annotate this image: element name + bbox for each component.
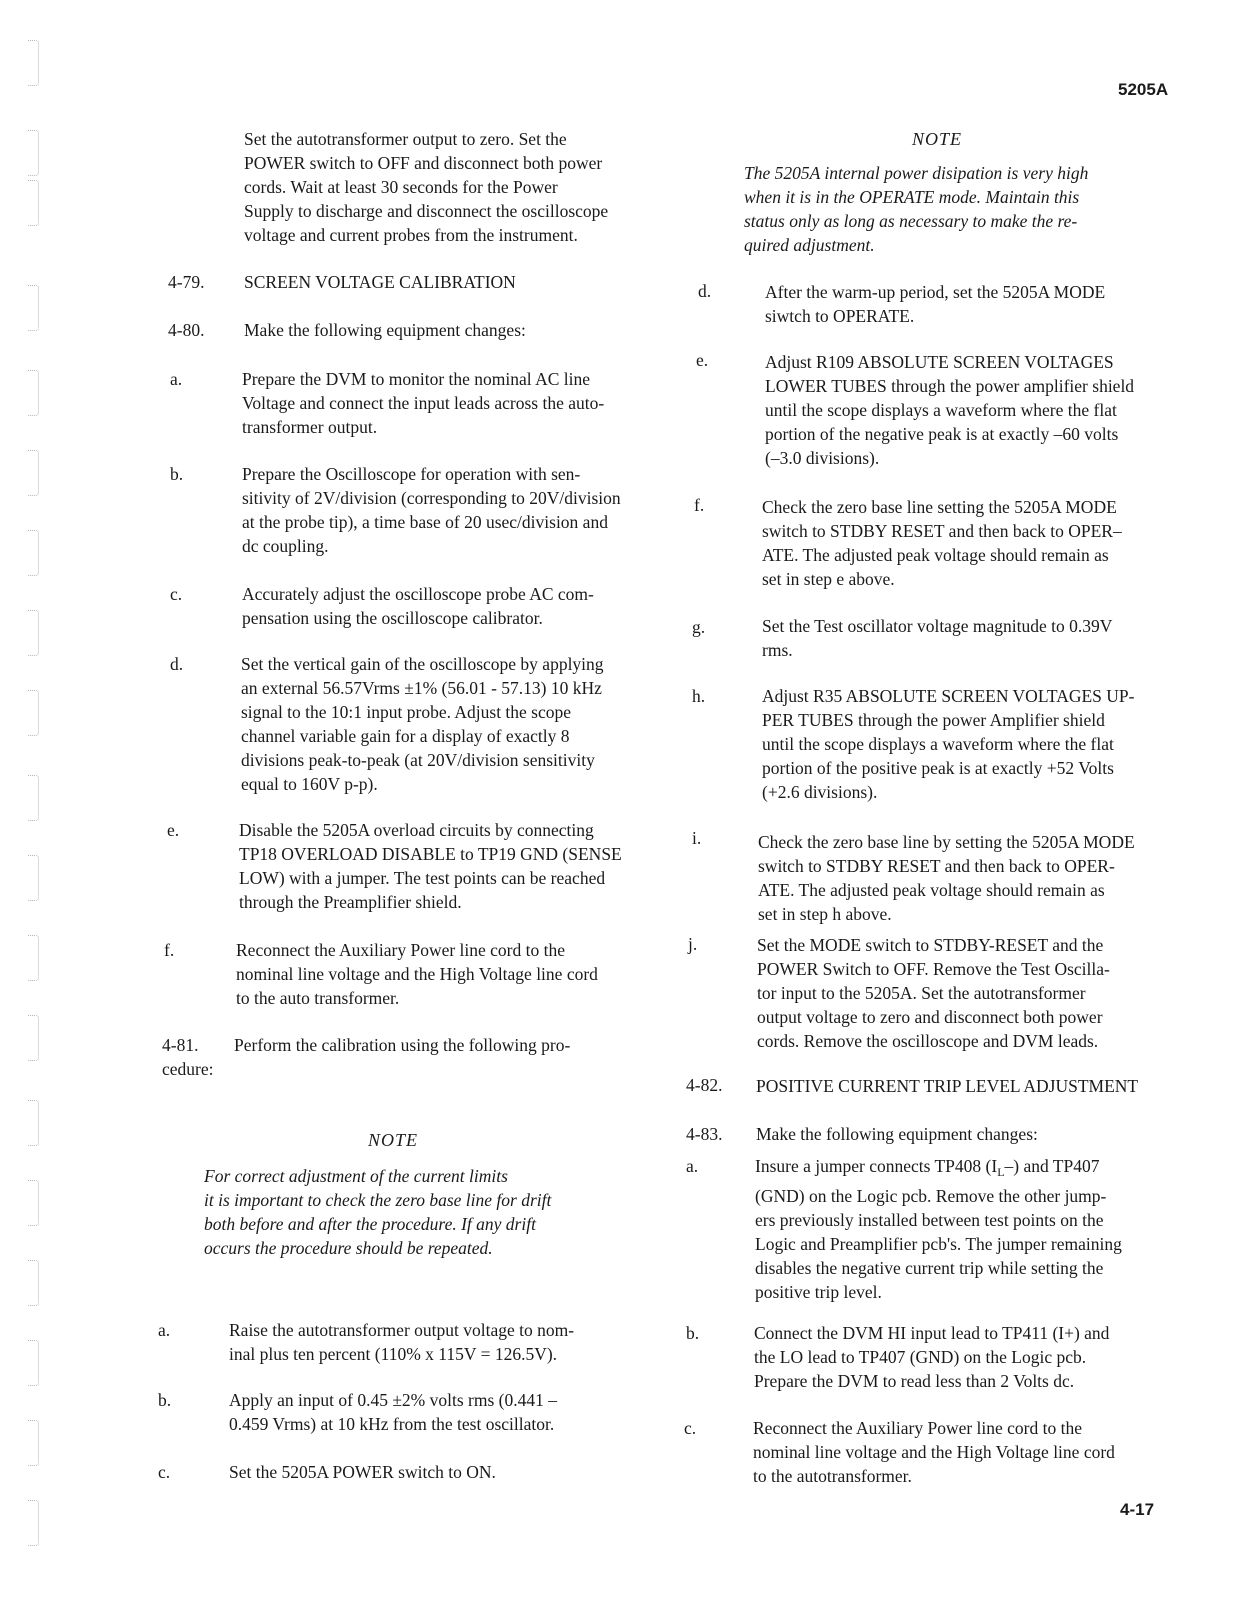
binder-hole [28, 130, 39, 176]
right-step-label-g: g. [692, 617, 706, 637]
binder-hole [28, 1015, 39, 1061]
right-step-h-text: Adjust R35 ABSOLUTE SCREEN VOLTAGES UP- PER TUBES through the power Amplifier shield until the scope displays a waveform where the flat portion of the positive peak is at exactly +52 Volts (+2.6 divisions). [762, 686, 1135, 802]
intro-paragraph: Set the autotransformer output to zero. Set the POWER switch to OFF and disconnect both power cords. Wait at least 30 seconds for the Power Supply to discharge and disconnect the oscilloscope voltage and current probes from the instrument. [244, 129, 609, 245]
proc-b-text: Apply an input of 0.45 ±2% volts rms (0.441 – 0.459 Vrms) at 10 kHz from the test oscillator. [229, 1390, 557, 1434]
right-note-text: The 5205A internal power disipation is very high when it is in the OPERATE mode. Maintain this status only as long as necessary to make the re- quired adjustment. [744, 163, 1089, 255]
proc-label-a: a. [158, 1320, 171, 1340]
step-label-e: e. [167, 820, 180, 840]
right-step-d-text: After the warm-up period, set the 5205A MODE siwtch to OPERATE. [765, 282, 1106, 326]
step-label-d: d. [170, 654, 184, 674]
header-model: 5205A [1118, 80, 1169, 99]
left-note-text: For correct adjustment of the current limits it is important to check the zero base line for drift both before and after the procedure. If any drift occurs the procedure should be repeated. [204, 1166, 552, 1258]
binder-hole [28, 1420, 39, 1466]
step-d-text: Set the vertical gain of the oscilloscope by applying an external 56.57Vrms ±1% (56.01 - 57.13) 10 kHz signal to the 10:1 input probe. Adjust the scope channel variable gain for a display of exactly 8 divisions peak-to-peak (at 20V/division sensitivity equal to 160V p-p). [241, 654, 604, 794]
binder-hole [28, 1340, 39, 1386]
step-c-text: Accurately adjust the oscilloscope probe AC com- pensation using the oscilloscope calibrator. [242, 584, 594, 628]
step-f-text: Reconnect the Auxiliary Power line cord to the nominal line voltage and the High Voltage line cord to the auto transformer. [236, 940, 598, 1008]
section-number-4-83: 4-83. [686, 1124, 723, 1144]
right-step-g-text: Set the Test oscillator voltage magnitude to 0.39V rms. [762, 616, 1113, 660]
right-note-title: NOTE [912, 129, 963, 149]
binder-hole [28, 450, 39, 496]
binder-hole [28, 530, 39, 576]
step-label-f: f. [164, 940, 175, 960]
right-step-label-e: e. [696, 350, 709, 370]
binder-hole [28, 935, 39, 981]
right-step-label-i: i. [692, 828, 702, 848]
right-step-b-text: Connect the DVM HI input lead to TP411 (I+) and the LO lead to TP407 (GND) on the Logic pcb. Prepare the DVM to read less than 2 Volts dc. [754, 1323, 1110, 1391]
section-text-4-81-cont: cedure: [162, 1059, 214, 1079]
right-step-e-text: Adjust R109 ABSOLUTE SCREEN VOLTAGES LOWER TUBES through the power amplifier shield until the scope displays a waveform where the flat portion of the negative peak is at exactly –60 volts (–3.0 divisions). [765, 352, 1135, 468]
step-e-text: Disable the 5205A overload circuits by connecting TP18 OVERLOAD DISABLE to TP19 GND (SENSE LOW) with a jumper. The test points can be reached through the Preamplifier shield. [239, 820, 622, 912]
right-step-i-text: Check the zero base line by setting the 5205A MODE switch to STDBY RESET and then back to OPER- ATE. The adjusted peak voltage should remain as set in step h above. [758, 832, 1135, 924]
proc-a-text: Raise the autotransformer output voltage to nom- inal plus ten percent (110% x 115V = 126.5V). [229, 1320, 575, 1364]
binder-hole [28, 180, 39, 226]
right-step-label-c: c. [684, 1418, 697, 1438]
section-text-4-81: Perform the calibration using the following pro- [234, 1035, 571, 1055]
section-number-4-81: 4-81. [162, 1035, 199, 1055]
proc-c-text: Set the 5205A POWER switch to ON. [229, 1462, 496, 1482]
proc-label-c: c. [158, 1462, 171, 1482]
page-number: 4-17 [1120, 1500, 1155, 1519]
binder-hole [28, 1260, 39, 1306]
binder-hole [28, 1180, 39, 1226]
right-step-c-text: Reconnect the Auxiliary Power line cord to the nominal line voltage and the High Voltage line cord to the autotransformer. [753, 1418, 1115, 1486]
binder-holes [20, 40, 50, 1560]
right-step-a-text: Insure a jumper connects TP408 $(I_L-)$ and TP407 (GND) on the Logic pcb. Remove the other jump- ers previously installed between test points on the Logic and Preamplifier pcb's. The jumper remaining disables the negative current trip while setting the positive trip level. [755, 1156, 1122, 1302]
proc-label-b: b. [158, 1390, 172, 1410]
left-note-title: NOTE [368, 1130, 419, 1150]
step-a-text: Prepare the DVM to monitor the nominal AC line Voltage and connect the input leads across the auto- transformer output. [242, 369, 605, 437]
right-step-f-text: Check the zero base line setting the 5205A MODE switch to STDBY RESET and then back to OPER– ATE. The adjusted peak voltage should remain as set in step e above. [762, 497, 1122, 589]
binder-hole [28, 775, 39, 821]
section-number-4-79: 4-79. [168, 272, 205, 292]
binder-hole [28, 1500, 39, 1546]
step-b-text: Prepare the Oscilloscope for operation with sen- sitivity of 2V/division (corresponding to 20V/division at the probe tip), a time base of 20 usec/division and dc coupling. [242, 464, 621, 556]
right-step-label-h: h. [692, 686, 706, 706]
binder-hole [28, 610, 39, 656]
section-number-4-80: 4-80. [168, 320, 205, 340]
binder-hole [28, 1100, 39, 1146]
right-step-label-b: b. [686, 1323, 700, 1343]
step-label-a: a. [170, 369, 183, 389]
section-title-positive-current-trip: POSITIVE CURRENT TRIP LEVEL ADJUSTMENT [756, 1076, 1139, 1096]
section-text-4-83: Make the following equipment changes: [756, 1124, 1038, 1144]
right-step-label-f: f. [694, 495, 705, 515]
right-step-j-text: Set the MODE switch to STDBY-RESET and the POWER Switch to OFF. Remove the Test Oscilla- tor input to the 5205A. Set the autotransformer output voltage to zero and disconnect both power cords. Remove the oscilloscope and DVM leads. [757, 935, 1110, 1051]
section-text-4-80: Make the following equipment changes: [244, 320, 526, 340]
step-label-b: b. [170, 464, 184, 484]
right-step-label-a: a. [686, 1156, 699, 1176]
right-step-label-j: j. [688, 934, 698, 954]
step-label-c: c. [170, 584, 183, 604]
binder-hole [28, 855, 39, 901]
section-number-4-82: 4-82. [686, 1075, 723, 1095]
right-step-label-d: d. [698, 281, 712, 301]
binder-hole [28, 690, 39, 736]
binder-hole [28, 285, 39, 331]
binder-hole [28, 40, 39, 86]
section-title-screen-voltage: SCREEN VOLTAGE CALIBRATION [244, 272, 516, 292]
binder-hole [28, 370, 39, 416]
